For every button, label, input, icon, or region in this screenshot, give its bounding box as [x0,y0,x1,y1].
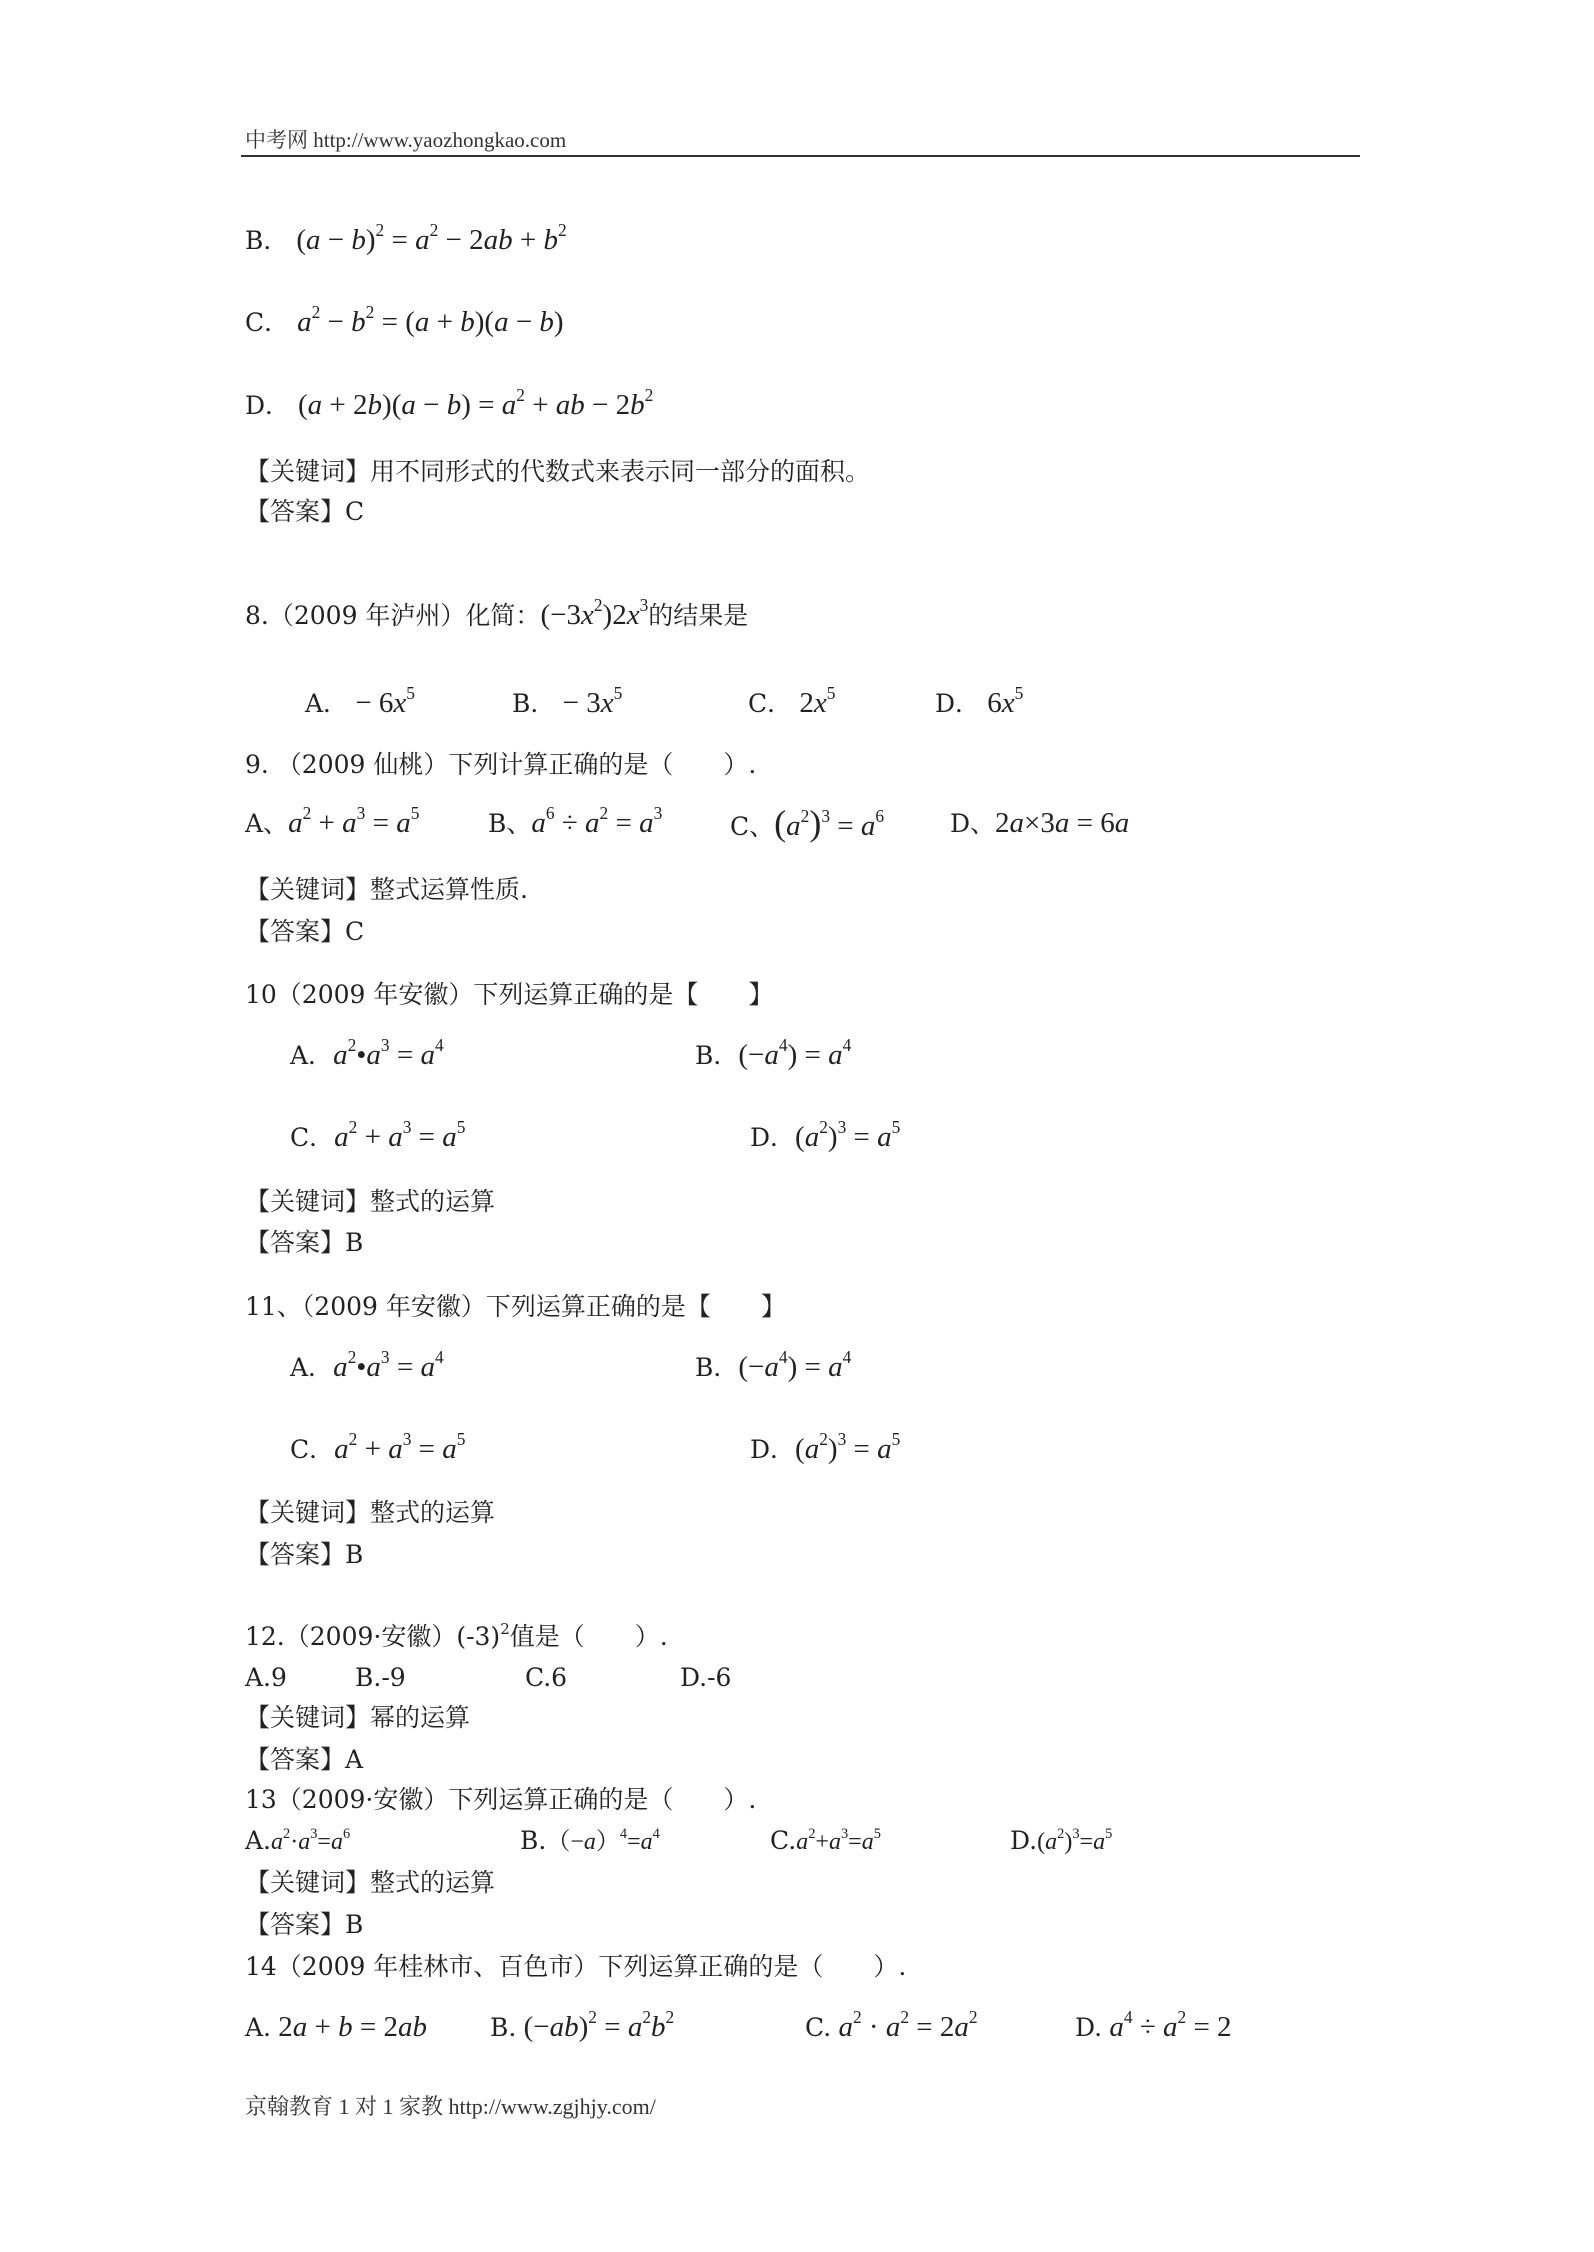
header-rule [241,155,1360,157]
q12-option-c: C.6 [525,1663,568,1692]
q12-keyword: 【关键词】幂的运算 [245,1703,471,1732]
q13-stem: 13（2009·安徽）下列运算正确的是（ ）. [245,1785,757,1814]
q7-option-d-formula: $(a + 2b)(a - b) = a^2$ + ab − $2b^2$ [298,384,654,421]
q11-keyword: 【关键词】整式的运算 [245,1498,496,1527]
q10-option-d: D．$(a^2)^3 = a^5$ [750,1116,901,1153]
q9-answer: 【答案】C [245,917,365,946]
q9-option-b: B、$a^6 \div a^2 = a^3$ [488,802,663,839]
q10-option-c: C．$a^2 + a^3 = a^5$ [290,1116,466,1153]
q13-keyword: 【关键词】整式的运算 [245,1868,496,1897]
q12-option-b: B.-9 [355,1663,406,1692]
q9-stem: 9. （2009 仙桃）下列计算正确的是（ ）. [245,750,757,779]
q11-answer: 【答案】B [245,1540,364,1569]
q11-option-a: A．$a^2•a^3 = a^4$ [290,1346,444,1383]
q14-option-c: C. $a^2 \cdot a^2 = 2a^2$ [805,2006,978,2043]
q7-option-b: B． $(a - b)^2 = a^2 - 2ab + b^2$ [245,219,567,256]
q7-option-c-formula: $a^2 - b^2 = (a + b)(a - b)$ [297,301,564,338]
q9-option-d: D、2a×3a = 6a [950,807,1130,839]
q7-keyword: 【关键词】用不同形式的代数式来表示同一部分的面积。 [245,457,871,486]
q12-option-d: D.-6 [680,1663,732,1692]
q10-option-b: B．$(-a^4) = a^4$ [695,1034,852,1071]
q10-option-a: A．$a^2•a^3 = a^4$ [290,1034,444,1071]
q7-option-c: C． $a^2 - b^2 = (a + b)(a - b)$ [245,301,564,338]
page-footer: 京翰教育 1 对 1 家教 http://www.zgjhjy.com/ [245,2094,656,2119]
q11-option-c: C．$a^2 + a^3 = a^5$ [290,1428,466,1465]
q7-option-d: D． $(a + 2b)(a - b) = a^2$ + ab − $2b^2$ [245,384,654,421]
q10-answer: 【答案】B [245,1228,364,1257]
q13-option-a: $A.a^2\cdot a^3=a^6$ [245,1826,351,1855]
q11-option-b: B．$(-a^4) = a^4$ [695,1346,852,1383]
q12-answer: 【答案】A [245,1745,364,1774]
q13-answer: 【答案】B [245,1910,364,1939]
q9-keyword: 【关键词】整式运算性质. [245,875,528,904]
q13-option-b: $B.(-a)^4=a^4$ [520,1826,660,1855]
q8-option-a: A． − $6x^5$ [305,682,415,719]
q14-option-d: D. $a^4 \div a^2 = 2$ [1075,2006,1232,2043]
q9-option-a: A、$a^2 + a^3 = a^5$ [245,802,420,839]
q7-option-b-formula: $(a - b)^2 = a^2 - 2ab + b^2$ [296,219,567,256]
q11-stem: 11、（2009 年安徽）下列运算正确的是【 】 [245,1292,786,1321]
q10-keyword: 【关键词】整式的运算 [245,1187,496,1216]
q10-stem: 10（2009 年安徽）下列运算正确的是【 】 [245,980,774,1009]
q12-stem: 12.（2009·安徽）$(-3)^2$值是（ ）. [245,1619,668,1651]
q8-option-d: D． $6x^5$ [935,682,1024,719]
q13-option-c: $C.a^2+a^3=a^5$ [770,1826,881,1855]
q14-option-b: B. $(-ab)^2 = a^2b^2$ [490,2006,675,2043]
q14-stem: 14（2009 年桂林市、百色市）下列运算正确的是（ ）. [245,1952,907,1981]
q8-option-c: C． $2x^5$ [748,682,836,719]
q8-option-b: B． − $3x^5$ [512,682,623,719]
q14-option-a: A. 2a + b = 2ab [245,2011,427,2043]
q7-answer: 【答案】C [245,497,365,526]
q11-option-d: D．$(a^2)^3 = a^5$ [750,1428,901,1465]
q12-option-a: A.9 [245,1663,287,1692]
q8-stem: 8.（2009 年泸州）化简：$(-3x^2)2x^3$的结果是 [245,594,749,631]
q9-option-c: C、$(a^2)^3 = a^6$ [730,803,885,843]
q13-option-d: $D.(a^2)^3=a^5$ [1010,1826,1113,1855]
page-header: 中考网 http://www.yaozhongkao.com [245,128,567,152]
q8-stem-formula: $(-3x^2)2x^3$ [540,594,649,631]
